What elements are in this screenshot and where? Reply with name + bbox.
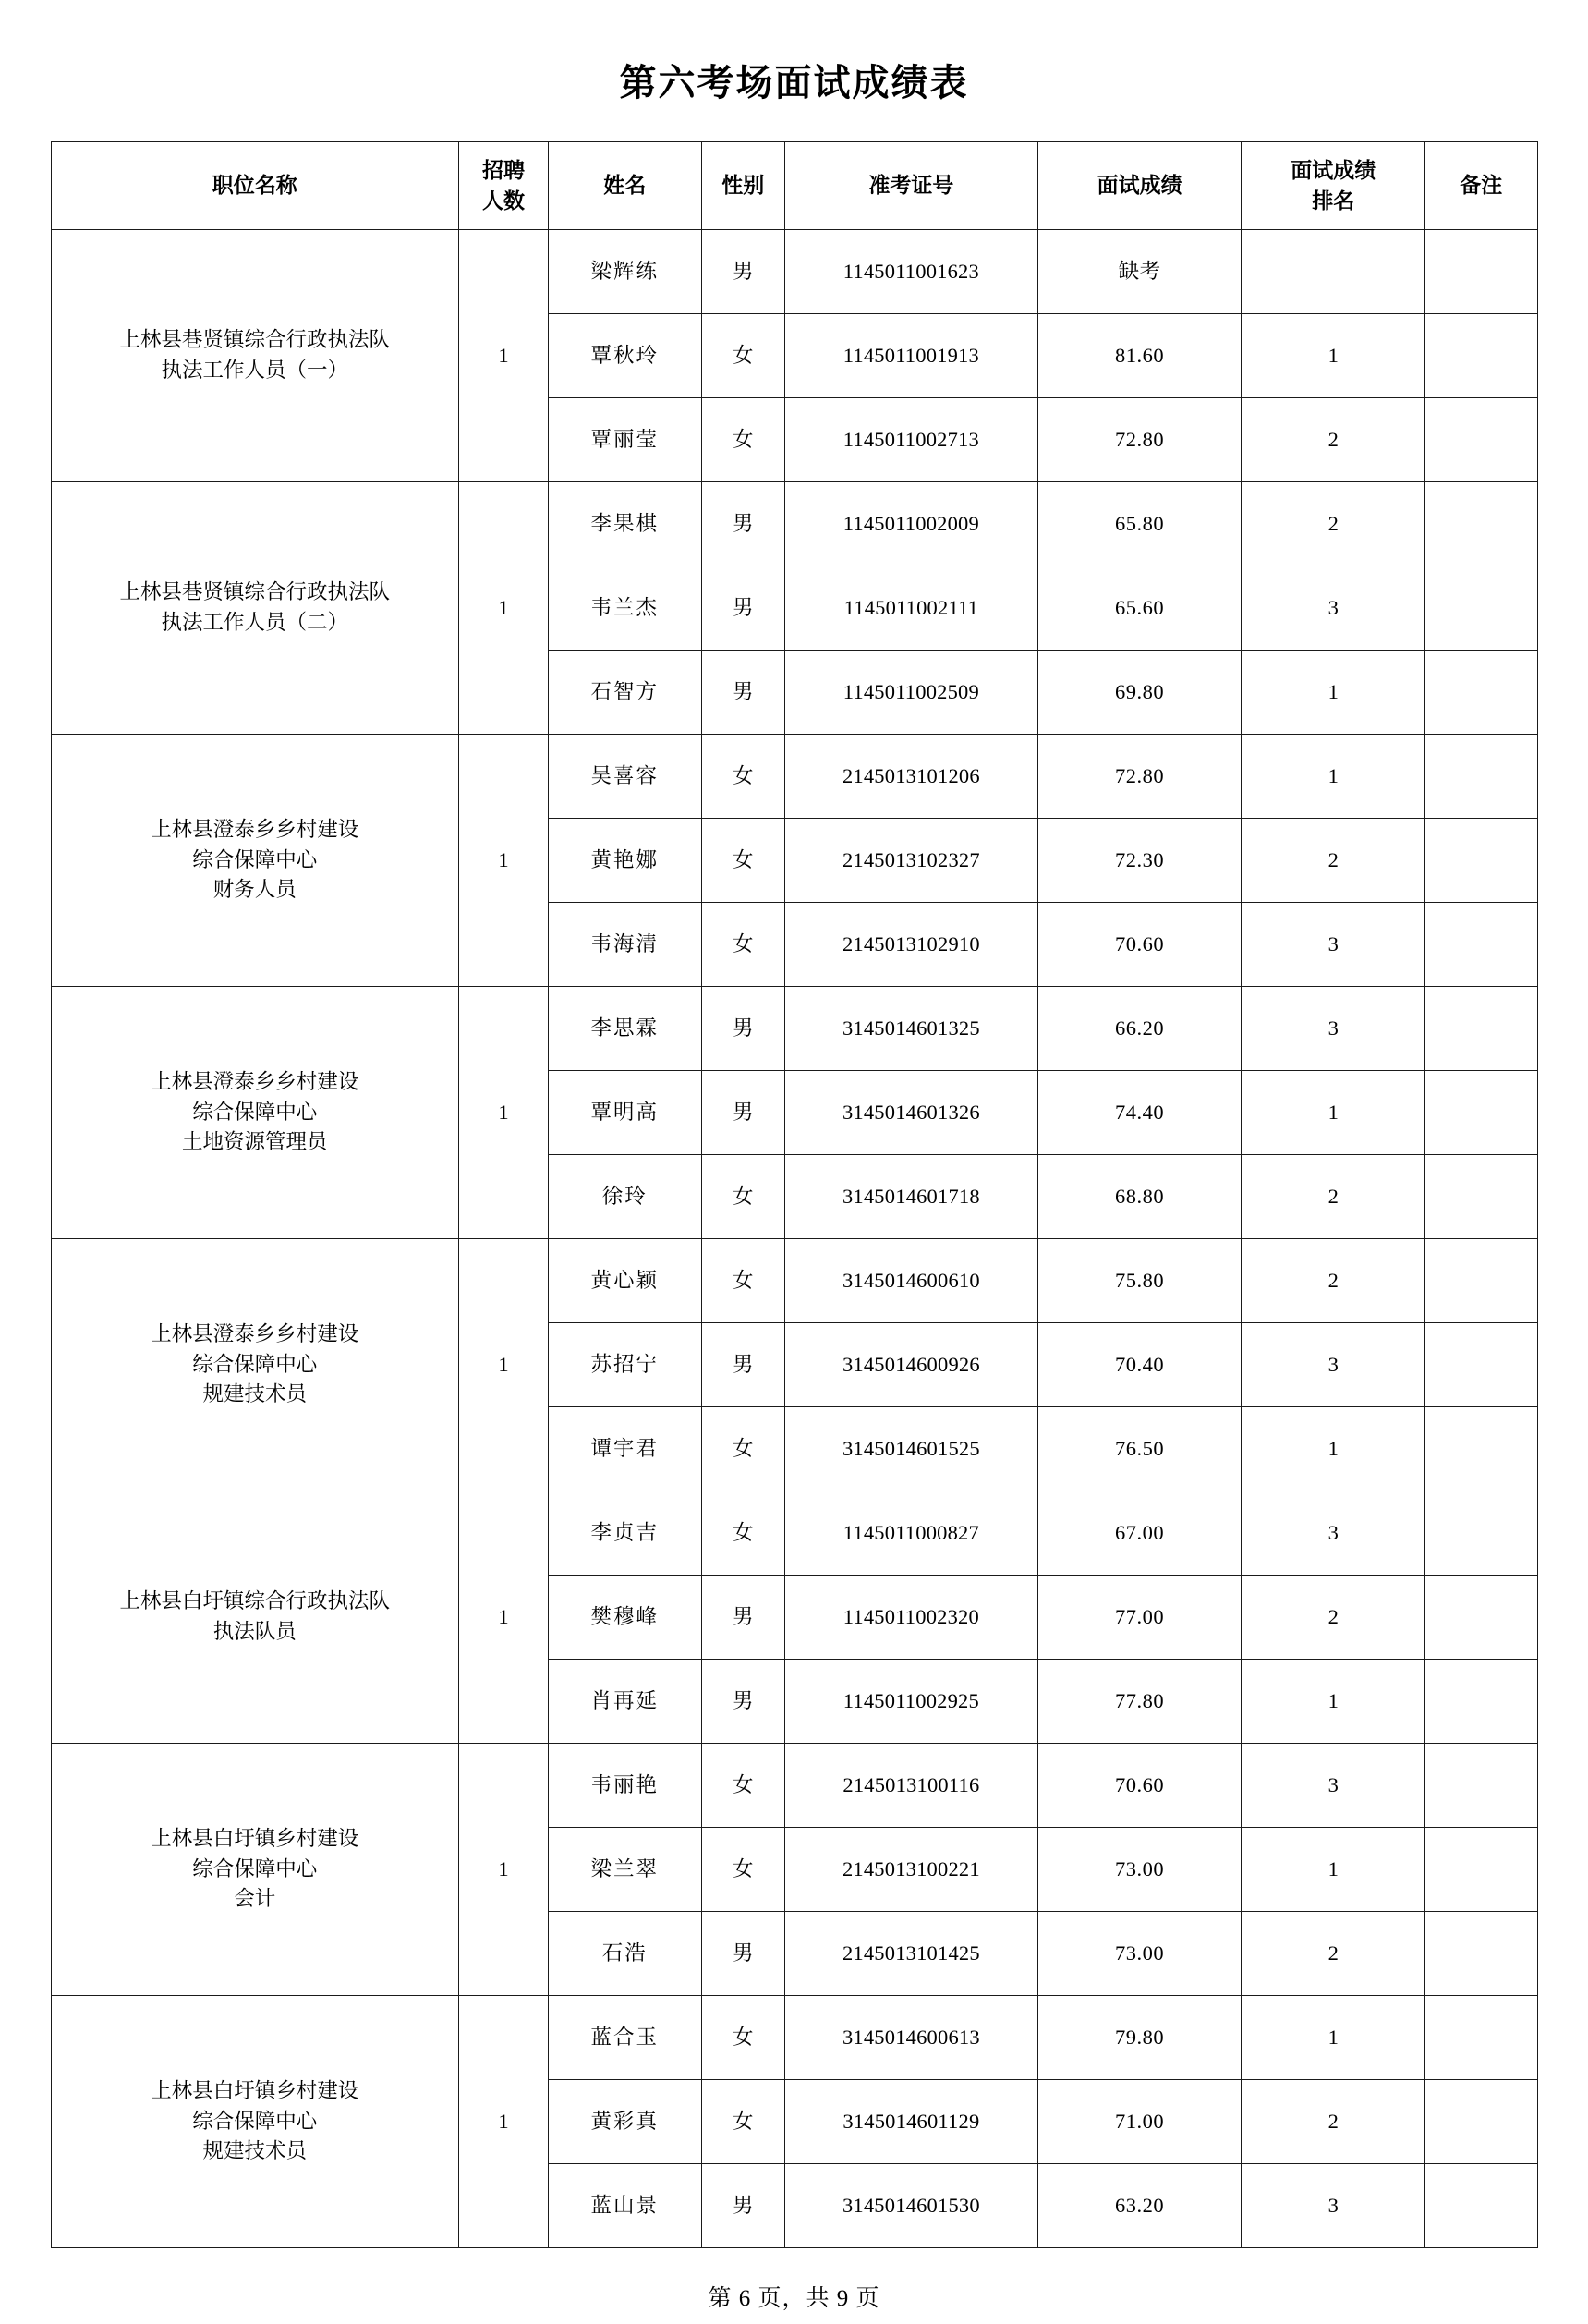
gender-cell: 女 <box>701 1155 784 1239</box>
interview-score-cell: 73.00 <box>1037 1912 1242 1996</box>
gender-cell: 男 <box>701 987 784 1071</box>
gender-cell: 男 <box>701 1660 784 1744</box>
interview-score-cell: 71.00 <box>1037 2080 1242 2164</box>
candidate-name-cell: 李贞吉 <box>549 1491 702 1576</box>
position-line: 综合保障中心 <box>192 1100 318 1124</box>
position-line: 综合保障中心 <box>192 847 318 871</box>
candidate-name-cell: 石浩 <box>549 1912 702 1996</box>
position-line: 综合保障中心 <box>192 1856 318 1880</box>
gender-cell: 男 <box>701 2164 784 2248</box>
exam-id-cell: 1145011002320 <box>785 1576 1038 1660</box>
position-cell <box>51 987 458 1239</box>
candidate-name-cell: 徐玲 <box>549 1155 702 1239</box>
table-row <box>51 987 1537 1071</box>
column-header-position: 职位名称 <box>51 142 458 230</box>
position-line: 上林县澄泰乡乡村建设 <box>151 818 359 842</box>
rank-cell: 1 <box>1242 1828 1425 1912</box>
gender-cell: 女 <box>701 314 784 398</box>
interview-score-cell: 76.50 <box>1037 1407 1242 1491</box>
interview-score-cell: 77.00 <box>1037 1576 1242 1660</box>
position-cell <box>51 230 458 482</box>
table-body <box>51 230 1537 2248</box>
note-cell <box>1425 735 1537 819</box>
candidate-name-cell: 谭宇君 <box>549 1407 702 1491</box>
column-header-recruit-count <box>458 142 548 230</box>
candidate-name-cell: 樊穆峰 <box>549 1576 702 1660</box>
position-line: 执法队员 <box>212 1620 297 1643</box>
position-line: 土地资源管理员 <box>181 1130 328 1154</box>
rank-line1: 面试成绩 <box>1291 158 1376 182</box>
candidate-name-cell: 覃秋玲 <box>549 314 702 398</box>
interview-score-cell: 63.20 <box>1037 2164 1242 2248</box>
page-title: 第六考场面试成绩表 <box>619 62 969 103</box>
rank-cell: 1 <box>1242 1660 1425 1744</box>
gender-cell: 女 <box>701 903 784 987</box>
interview-score-cell: 72.30 <box>1037 819 1242 903</box>
position-line: 规建技术员 <box>202 2139 307 2163</box>
rank-cell: 3 <box>1242 1744 1425 1828</box>
gender-cell: 男 <box>701 230 784 314</box>
note-cell <box>1425 1912 1537 1996</box>
table-row <box>51 1744 1537 1828</box>
interview-score-cell: 72.80 <box>1037 735 1242 819</box>
candidate-name-cell: 覃丽莹 <box>549 398 702 482</box>
position-line: 上林县巷贤镇综合行政执法队 <box>119 580 390 604</box>
rank-cell: 3 <box>1242 903 1425 987</box>
exam-id-cell: 2145013100116 <box>785 1744 1038 1828</box>
note-cell <box>1425 2080 1537 2164</box>
exam-id-cell: 3145014601326 <box>785 1071 1038 1155</box>
interview-grades-table <box>51 141 1538 2248</box>
gender-cell: 男 <box>701 566 784 651</box>
interview-score-cell: 75.80 <box>1037 1239 1242 1323</box>
note-cell <box>1425 1071 1537 1155</box>
recruit-count-cell: 1 <box>458 230 548 482</box>
position-cell <box>51 1239 458 1491</box>
candidate-name-cell: 吴喜容 <box>549 735 702 819</box>
candidate-name-cell: 韦兰杰 <box>549 566 702 651</box>
note-cell <box>1425 987 1537 1071</box>
table-row <box>51 1996 1537 2080</box>
column-header-gender: 性别 <box>701 142 784 230</box>
interview-score-cell: 缺考 <box>1037 230 1242 314</box>
gender-cell: 女 <box>701 735 784 819</box>
gender-cell: 男 <box>701 482 784 566</box>
column-header-note: 备注 <box>1425 142 1537 230</box>
position-cell <box>51 735 458 987</box>
note-cell <box>1425 1744 1537 1828</box>
recruit-count-cell: 1 <box>458 987 548 1239</box>
gender-cell: 男 <box>701 1576 784 1660</box>
interview-score-cell: 79.80 <box>1037 1996 1242 2080</box>
recruit-count-line2: 人数 <box>481 189 525 213</box>
position-line: 上林县巷贤镇综合行政执法队 <box>119 328 390 352</box>
interview-score-cell: 65.80 <box>1037 482 1242 566</box>
interview-score-cell: 67.00 <box>1037 1491 1242 1576</box>
exam-id-cell: 1145011002925 <box>785 1660 1038 1744</box>
interview-score-cell: 68.80 <box>1037 1155 1242 1239</box>
exam-id-cell: 3145014601325 <box>785 987 1038 1071</box>
rank-cell: 2 <box>1242 819 1425 903</box>
rank-cell: 1 <box>1242 1996 1425 2080</box>
candidate-name-cell: 梁兰翠 <box>549 1828 702 1912</box>
position-cell <box>51 482 458 735</box>
note-cell <box>1425 1491 1537 1576</box>
note-cell <box>1425 651 1537 735</box>
candidate-name-cell: 梁辉练 <box>549 230 702 314</box>
rank-cell: 1 <box>1242 1071 1425 1155</box>
exam-id-cell: 1145011002009 <box>785 482 1038 566</box>
note-cell <box>1425 903 1537 987</box>
column-header-rank <box>1242 142 1425 230</box>
gender-cell: 女 <box>701 2080 784 2164</box>
candidate-name-cell: 黄彩真 <box>549 2080 702 2164</box>
exam-id-cell: 2145013101425 <box>785 1912 1038 1996</box>
interview-score-cell: 73.00 <box>1037 1828 1242 1912</box>
rank-cell: 1 <box>1242 1407 1425 1491</box>
note-cell <box>1425 1996 1537 2080</box>
note-cell <box>1425 819 1537 903</box>
position-line: 执法工作人员（二） <box>161 611 348 634</box>
position-line: 上林县白圩镇乡村建设 <box>151 2079 359 2103</box>
interview-score-cell: 72.80 <box>1037 398 1242 482</box>
gender-cell: 女 <box>701 1828 784 1912</box>
exam-id-cell: 1145011001913 <box>785 314 1038 398</box>
position-line: 上林县澄泰乡乡村建设 <box>151 1070 359 1094</box>
rank-cell: 1 <box>1242 735 1425 819</box>
recruit-count-cell: 1 <box>458 1996 548 2248</box>
exam-id-cell: 3145014601530 <box>785 2164 1038 2248</box>
table-row <box>51 735 1537 819</box>
note-cell <box>1425 1155 1537 1239</box>
interview-score-cell: 70.40 <box>1037 1323 1242 1407</box>
candidate-name-cell: 肖再延 <box>549 1660 702 1744</box>
grades-table-container <box>51 141 1538 2248</box>
note-cell <box>1425 566 1537 651</box>
gender-cell: 女 <box>701 1996 784 2080</box>
gender-cell: 女 <box>701 1491 784 1576</box>
table-header <box>51 142 1537 230</box>
interview-score-cell: 70.60 <box>1037 1744 1242 1828</box>
recruit-count-line1: 招聘 <box>481 158 525 182</box>
position-line: 上林县白圩镇乡村建设 <box>151 1827 359 1851</box>
exam-id-cell: 3145014600613 <box>785 1996 1038 2080</box>
exam-id-cell: 3145014601129 <box>785 2080 1038 2164</box>
table-row <box>51 1491 1537 1576</box>
candidate-name-cell: 蓝山景 <box>549 2164 702 2248</box>
interview-score-cell: 69.80 <box>1037 651 1242 735</box>
exam-id-cell: 3145014600610 <box>785 1239 1038 1323</box>
candidate-name-cell: 李思霖 <box>549 987 702 1071</box>
column-header-name: 姓名 <box>549 142 702 230</box>
note-cell <box>1425 1323 1537 1407</box>
note-cell <box>1425 1576 1537 1660</box>
candidate-name-cell: 石智方 <box>549 651 702 735</box>
candidate-name-cell: 苏招宁 <box>549 1323 702 1407</box>
recruit-count-cell: 1 <box>458 735 548 987</box>
note-cell <box>1425 1660 1537 1744</box>
rank-line2: 排名 <box>1312 189 1355 213</box>
exam-id-cell: 3145014601525 <box>785 1407 1038 1491</box>
note-cell <box>1425 1828 1537 1912</box>
note-cell <box>1425 314 1537 398</box>
note-cell <box>1425 1407 1537 1491</box>
document-page <box>0 54 1588 2324</box>
table-row <box>51 1239 1537 1323</box>
candidate-name-cell: 黄艳娜 <box>549 819 702 903</box>
exam-id-cell: 2145013102327 <box>785 819 1038 903</box>
rank-cell: 2 <box>1242 2080 1425 2164</box>
position-cell <box>51 1996 458 2248</box>
position-line: 综合保障中心 <box>192 2109 318 2133</box>
gender-cell: 女 <box>701 1744 784 1828</box>
candidate-name-cell: 黄心颖 <box>549 1239 702 1323</box>
interview-score-cell: 70.60 <box>1037 903 1242 987</box>
recruit-count-cell: 1 <box>458 482 548 735</box>
position-line: 规建技术员 <box>202 1382 307 1406</box>
position-cell <box>51 1491 458 1744</box>
exam-id-cell: 1145011001623 <box>785 230 1038 314</box>
gender-cell: 男 <box>701 651 784 735</box>
recruit-count-cell: 1 <box>458 1744 548 1996</box>
rank-cell: 2 <box>1242 398 1425 482</box>
rank-cell: 1 <box>1242 314 1425 398</box>
table-row <box>51 230 1537 314</box>
interview-score-cell: 77.80 <box>1037 1660 1242 1744</box>
rank-cell: 3 <box>1242 566 1425 651</box>
rank-cell: 2 <box>1242 482 1425 566</box>
gender-cell: 男 <box>701 1323 784 1407</box>
candidate-name-cell: 李果棋 <box>549 482 702 566</box>
position-line: 执法工作人员（一） <box>161 359 348 382</box>
recruit-count-cell: 1 <box>458 1491 548 1744</box>
gender-cell: 女 <box>701 819 784 903</box>
candidate-name-cell: 覃明高 <box>549 1071 702 1155</box>
candidate-name-cell: 蓝合玉 <box>549 1996 702 2080</box>
interview-score-cell: 74.40 <box>1037 1071 1242 1155</box>
table-header-row <box>51 142 1537 230</box>
exam-id-cell: 1145011002509 <box>785 651 1038 735</box>
gender-cell: 男 <box>701 1071 784 1155</box>
position-line: 综合保障中心 <box>192 1352 318 1376</box>
rank-cell: 2 <box>1242 1155 1425 1239</box>
exam-id-cell: 1145011002111 <box>785 566 1038 651</box>
exam-id-cell: 1145011002713 <box>785 398 1038 482</box>
rank-cell: 2 <box>1242 1912 1425 1996</box>
page-number-text: 第 6 页，共 9 页 <box>708 2286 880 2311</box>
note-cell <box>1425 230 1537 314</box>
position-line: 财务人员 <box>212 878 297 902</box>
note-cell <box>1425 2164 1537 2248</box>
note-cell <box>1425 482 1537 566</box>
position-line: 上林县澄泰乡乡村建设 <box>151 1322 359 1346</box>
note-cell <box>1425 398 1537 482</box>
position-cell <box>51 1744 458 1996</box>
rank-cell: 3 <box>1242 1491 1425 1576</box>
position-line: 会计 <box>234 1887 276 1911</box>
interview-score-cell: 81.60 <box>1037 314 1242 398</box>
column-header-exam-id: 准考证号 <box>785 142 1038 230</box>
gender-cell: 女 <box>701 1407 784 1491</box>
gender-cell: 女 <box>701 398 784 482</box>
interview-score-cell: 65.60 <box>1037 566 1242 651</box>
gender-cell: 女 <box>701 1239 784 1323</box>
rank-cell: 2 <box>1242 1576 1425 1660</box>
rank-cell: 3 <box>1242 2164 1425 2248</box>
exam-id-cell: 1145011000827 <box>785 1491 1038 1576</box>
rank-cell: 2 <box>1242 1239 1425 1323</box>
rank-cell: 1 <box>1242 651 1425 735</box>
recruit-count-cell: 1 <box>458 1239 548 1491</box>
note-cell <box>1425 1239 1537 1323</box>
table-row <box>51 482 1537 566</box>
interview-score-cell: 66.20 <box>1037 987 1242 1071</box>
page-footer <box>0 2280 1588 2313</box>
exam-id-cell: 2145013102910 <box>785 903 1038 987</box>
rank-cell <box>1242 230 1425 314</box>
candidate-name-cell: 韦丽艳 <box>549 1744 702 1828</box>
exam-id-cell: 2145013100221 <box>785 1828 1038 1912</box>
rank-cell: 3 <box>1242 987 1425 1071</box>
position-line: 上林县白圩镇综合行政执法队 <box>119 1589 390 1613</box>
column-header-interview-score: 面试成绩 <box>1037 142 1242 230</box>
exam-id-cell: 2145013101206 <box>785 735 1038 819</box>
gender-cell: 男 <box>701 1912 784 1996</box>
rank-cell: 3 <box>1242 1323 1425 1407</box>
exam-id-cell: 3145014601718 <box>785 1155 1038 1239</box>
exam-id-cell: 3145014600926 <box>785 1323 1038 1407</box>
candidate-name-cell: 韦海清 <box>549 903 702 987</box>
